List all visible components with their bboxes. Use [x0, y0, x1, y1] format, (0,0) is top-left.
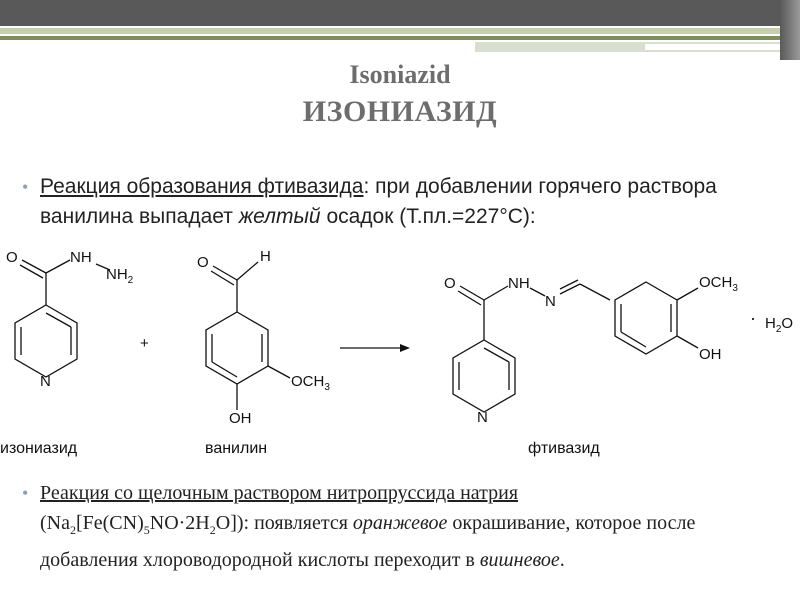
vanillin-h: H [260, 248, 271, 265]
bullet-lead: Реакция образования фтивазида [40, 175, 364, 198]
vanillin-structure [197, 248, 330, 457]
bullet-dot-icon: • [22, 177, 29, 197]
vanillin-caption: ванилин [205, 440, 268, 457]
emphasis-orange: оранжевое [352, 512, 448, 534]
water-sub: 2 [775, 324, 782, 335]
title-russian: ИЗОНИАЗИД [302, 95, 498, 128]
header-bar-accent-white [645, 44, 800, 50]
formula-sub1: 2 [69, 523, 76, 537]
svg-text:H2O [765, 315, 793, 335]
title-english: Isoniazid [349, 60, 451, 89]
vanillin-och3-o: O [291, 373, 303, 390]
ftivazid-och3-o: O [699, 274, 711, 291]
reaction-scheme [0, 240, 800, 465]
emphasis-cherry: вишневое [479, 549, 560, 571]
ftivazid-n-eq: N [545, 293, 556, 310]
isoniazid-nh: NH [70, 249, 92, 266]
ftivazid-oh: OH [699, 346, 722, 363]
vanillin-oh: OH [229, 410, 252, 427]
header-bar-green [0, 36, 800, 40]
ftivazid-caption: фтивазид [528, 440, 600, 457]
ftivazid-nh: NH [508, 275, 530, 292]
reaction-arrow-icon [340, 344, 410, 352]
svg-text:NH2 [106, 266, 134, 286]
bullet-text [40, 478, 780, 575]
isoniazid-nh2-sub: 2 [127, 275, 134, 286]
bullet-body-b: . [559, 549, 565, 571]
header-corner-shadow [780, 0, 800, 60]
bullet-lead: Реакция со щелочным раствором нитропруссида натрия [40, 482, 519, 504]
plus-sign: + [140, 335, 149, 352]
ftivazid-n: N [477, 409, 488, 426]
header-bar-light-green [0, 28, 800, 34]
vanillin-och3-sub: 3 [324, 382, 330, 393]
vanillin-o: O [197, 254, 209, 271]
ftivazid-och3-tail: CH [710, 274, 733, 291]
svg-text:OCH3 [291, 373, 330, 393]
ftivazid-structure [444, 274, 738, 457]
formula-d: O]): появляется [215, 512, 353, 534]
isoniazid-o: O [6, 249, 18, 266]
water-dot: · [750, 308, 756, 328]
slide-title [0, 58, 800, 132]
isoniazid-nh2: NH [106, 266, 128, 283]
isoniazid-n: N [40, 373, 51, 390]
formula-b: [Fe(CN) [75, 512, 144, 534]
bullet-emphasis: желтый [238, 205, 321, 228]
ftivazid-och3-sub: 3 [732, 283, 738, 294]
formula-sub2: 5 [143, 523, 150, 537]
vanillin-och3-tail: CH [302, 373, 325, 390]
bullet-dot-icon: • [22, 483, 29, 503]
formula-a: (Na [40, 512, 70, 534]
isoniazid-caption: изониазид [0, 440, 78, 457]
isoniazid-structure [0, 249, 134, 457]
water-o: O [781, 315, 794, 332]
bullet-body-b: осадок (Т.пл.=227°С): [320, 205, 536, 228]
bullet-body-a: окрашивание, которое после добавления хлороводородной кислоты переходит в [40, 512, 696, 571]
bullet-text [40, 172, 780, 232]
header-bar-dark [0, 0, 800, 26]
water-h: H [765, 315, 776, 332]
svg-text:OCH3 [699, 274, 738, 294]
ftivazid-o: O [444, 275, 456, 292]
bullet-body-a: : при добавлении горячего раствора ванилина выпадает [40, 175, 717, 228]
formula-sub3: 2 [209, 523, 216, 537]
formula-c: NO·2H [149, 512, 210, 534]
